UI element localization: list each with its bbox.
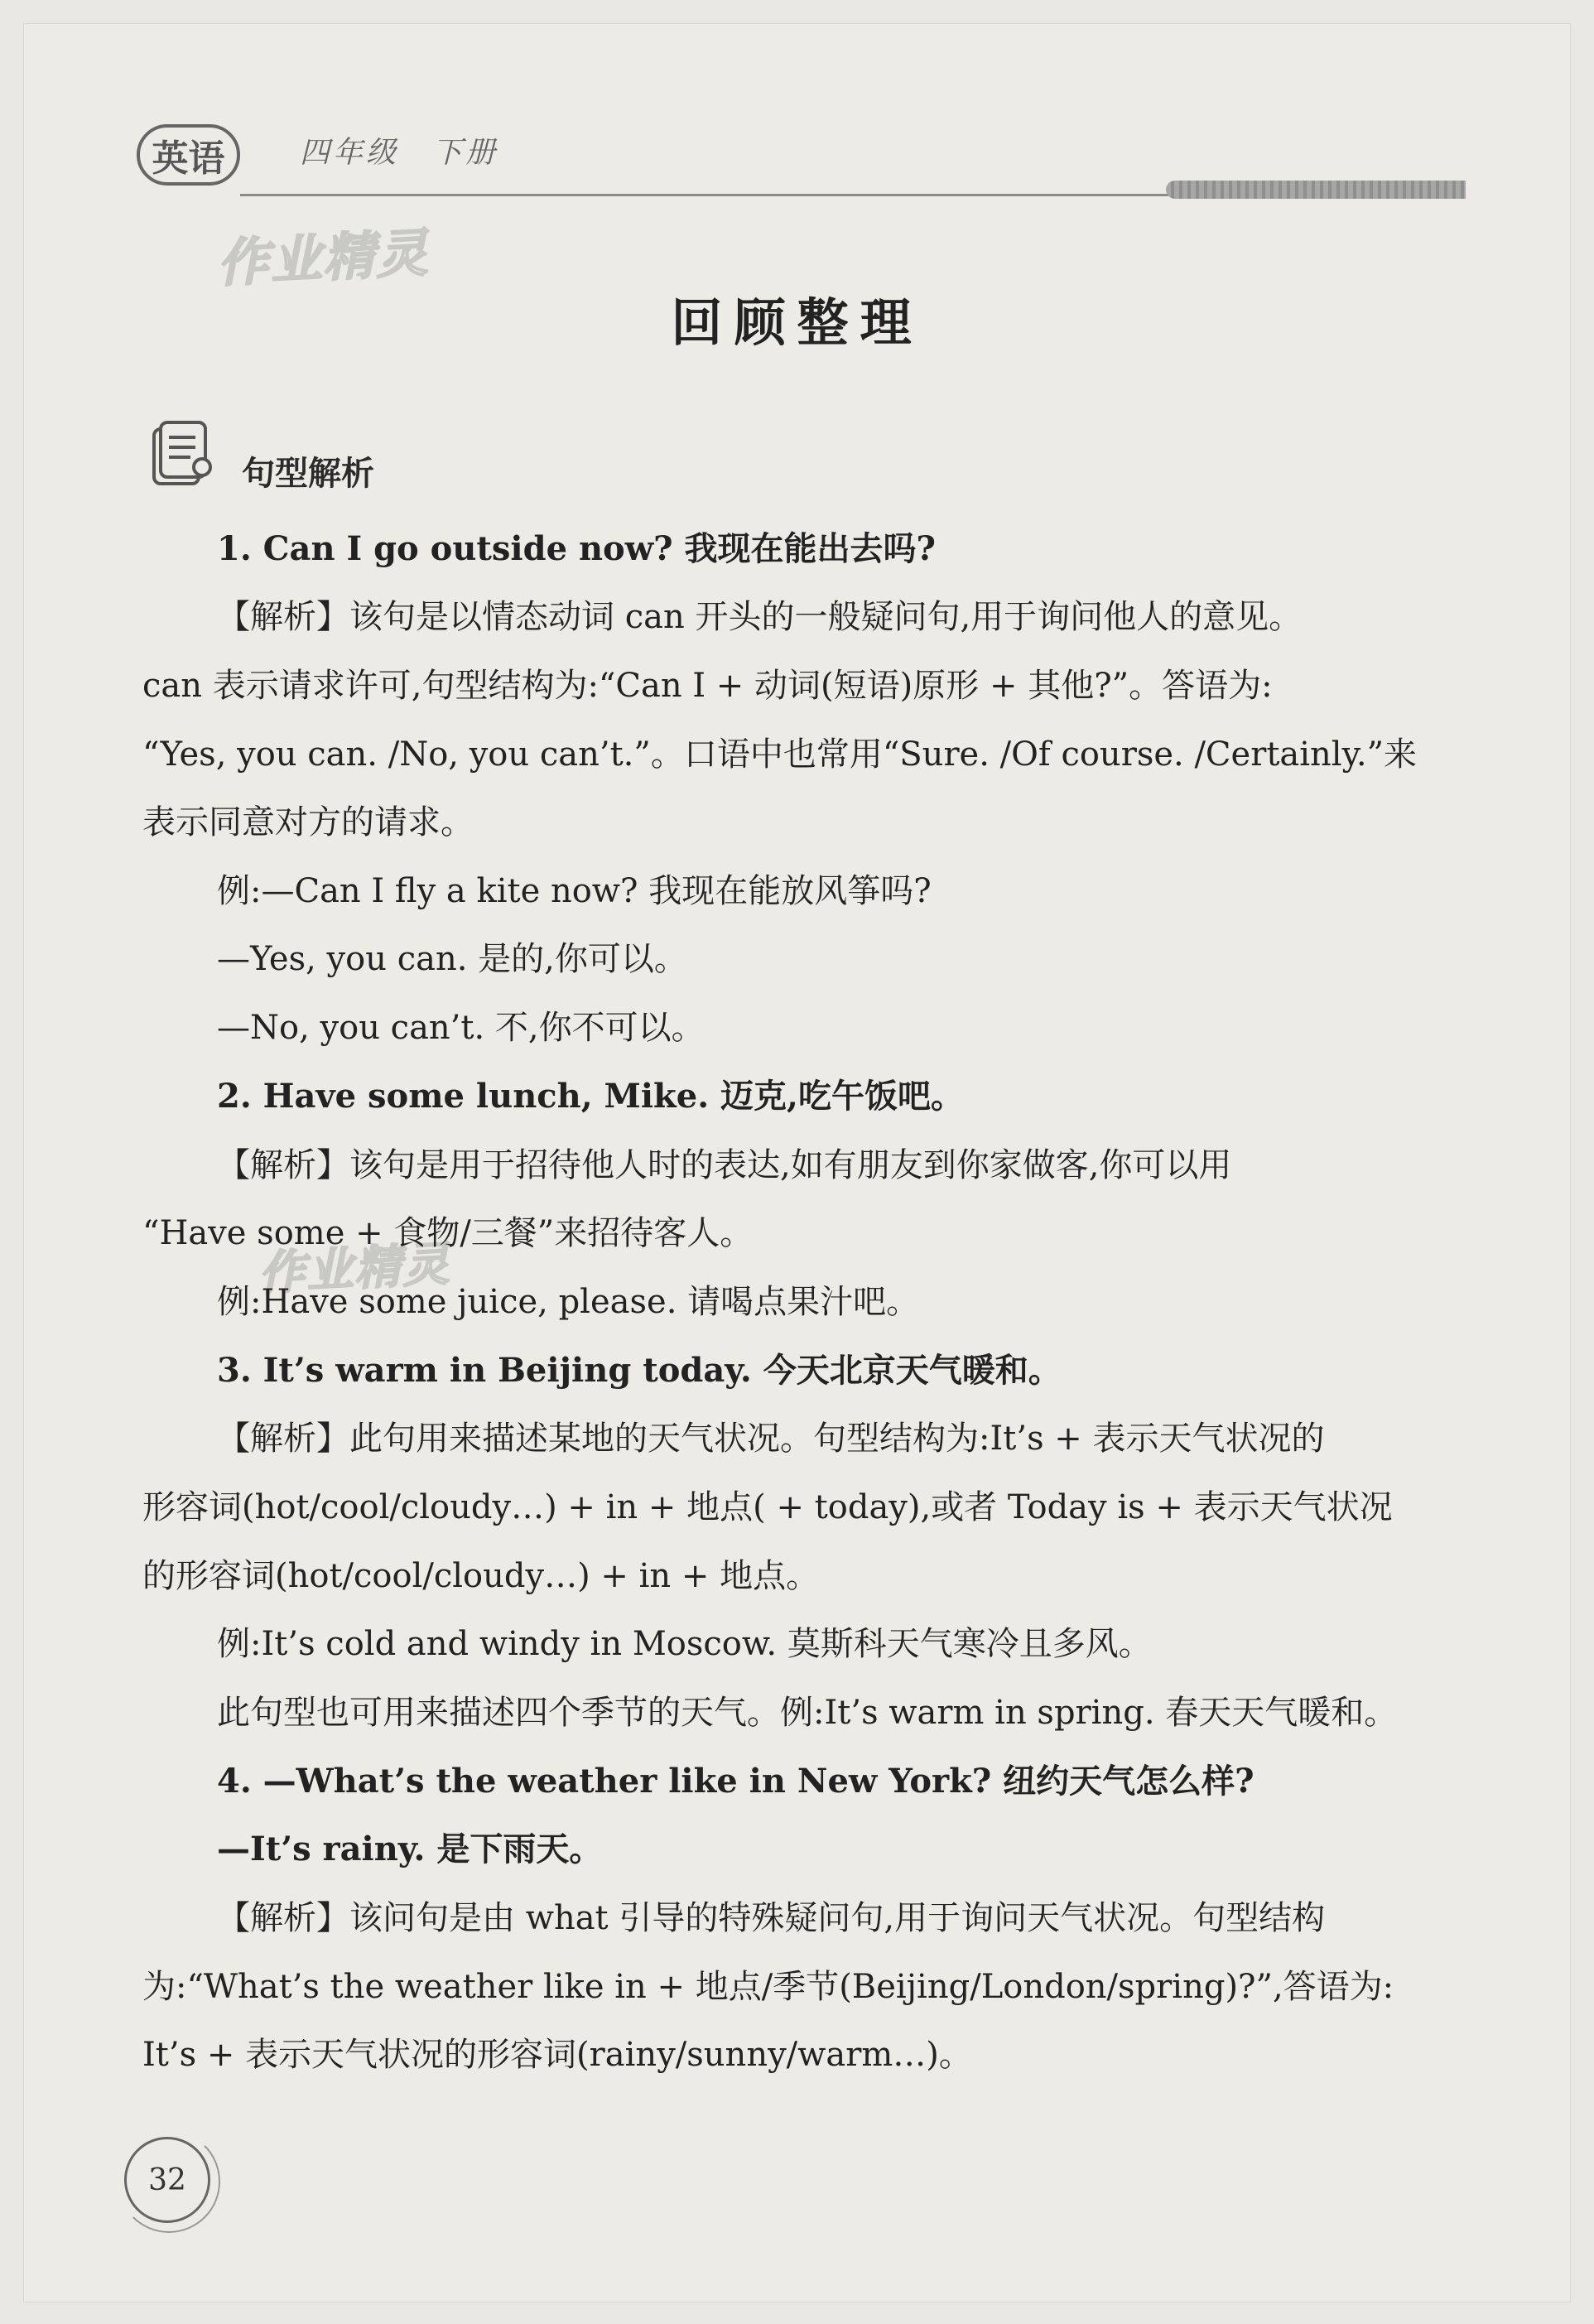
analysis-text: “Yes, you can. /No, you can’t.”。口语中也常用“Sure. /Of course. /Certainly.”来: [142, 735, 1418, 774]
section-title: 句型解析: [242, 455, 374, 493]
sentence-heading-4-answer: —It’s rainy. 是下雨天。: [217, 1830, 603, 1868]
analysis-text: 形容词(hot/cool/cloudy…) + in + 地点( + today),或者 Today is + 表示天气状况: [142, 1488, 1393, 1526]
analysis-text: 的形容词(hot/cool/cloudy…) + in + 地点。: [142, 1557, 820, 1595]
example-text: —No, you can’t. 不,你不可以。: [217, 1009, 705, 1047]
analysis-text: 表示同意对方的请求。: [142, 803, 474, 841]
sentence-heading-3: 3. It’s warm in Beijing today. 今天北京天气暖和。: [217, 1351, 1062, 1390]
document-icon: [151, 421, 214, 490]
subject-logo: 英语: [137, 124, 240, 186]
sentence-heading-4: 4. —What’s the weather like in New York? 纽约天气怎么样?: [217, 1762, 1254, 1801]
example-text: 例:It’s cold and windy in Moscow. 莫斯科天气寒冷且多风。: [217, 1625, 1152, 1663]
watermark-secondary: 作业精灵: [257, 1236, 452, 1302]
analysis-text: 【解析】此句用来描述某地的天气状况。句型结构为:It’s + 表示天气状况的: [217, 1420, 1325, 1458]
analysis-text: 为:“What’s the weather like in + 地点/季节(Beijing/London/spring)?”,答语为:: [142, 1968, 1394, 2006]
example-text: 例:Have some juice, please. 请喝点果汁吧。: [217, 1283, 920, 1321]
sentence-heading-2: 2. Have some lunch, Mike. 迈克,吃午饭吧。: [217, 1077, 964, 1116]
header-decor-bar: [1166, 181, 1466, 199]
analysis-text: It’s + 表示天气状况的形容词(rainy/sunny/warm…)。: [142, 2036, 972, 2074]
analysis-text: can 表示请求许可,句型结构为:“Can I + 动词(短语)原形 + 其他?”。答语为:: [142, 667, 1273, 705]
page-number: 32: [124, 2137, 210, 2223]
example-text: 此句型也可用来描述四个季节的天气。例:It’s warm in spring. 春天天气暖和。: [217, 1694, 1398, 1732]
watermark: 作业精灵: [215, 222, 431, 294]
analysis-text: “Have some + 食物/三餐”来招待客人。: [142, 1214, 754, 1252]
grade-label: 四年级 下册: [300, 136, 499, 170]
example-text: —Yes, you can. 是的,你可以。: [217, 940, 687, 978]
analysis-text: 【解析】该句是用于招待他人时的表达,如有朋友到你家做客,你可以用: [217, 1146, 1232, 1184]
analysis-text: 【解析】该问句是由 what 引导的特殊疑问句,用于询问天气状况。句型结构: [217, 1899, 1326, 1937]
sentence-heading-1: 1. Can I go outside now? 我现在能出去吗?: [217, 529, 936, 568]
example-text: 例:—Can I fly a kite now? 我现在能放风筝吗?: [217, 872, 932, 910]
analysis-text: 【解析】该句是以情态动词 can 开头的一般疑问句,用于询问他人的意见。: [217, 598, 1303, 636]
page-title: 回顾整理: [671, 292, 923, 353]
